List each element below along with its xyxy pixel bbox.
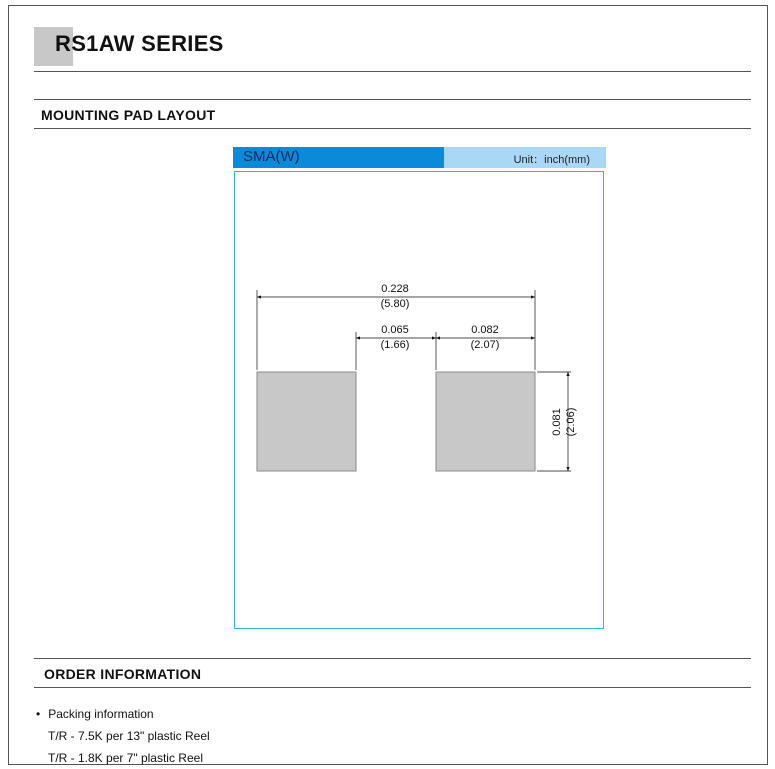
gap-dim-mm: (1.66) [380,339,410,351]
page-title: RS1AW SERIES [55,31,224,56]
pad-layout-diagram [233,147,606,632]
packing-item: T/R - 7.5K per 13" plastic Reel [48,729,210,743]
packing-info-row [36,703,210,725]
bullet: • [36,707,41,721]
order-list [36,703,210,769]
overall-dim-mm: (5.80) [380,298,410,310]
package-name: SMA(W) [243,148,300,165]
drawing-area [234,171,604,629]
pad-drawing-svg [235,172,603,628]
section-divider-bottom [34,128,751,129]
section-divider-top [34,99,751,100]
left-pad [257,372,356,471]
pad-width-inch: 0.082 [471,324,499,336]
gap-dim-inch: 0.065 [381,324,409,336]
unit-bar [444,147,606,168]
order-divider-top [34,658,751,659]
order-heading: ORDER INFORMATION [44,666,202,682]
unit-label: Unit：inch(mm) [513,154,590,166]
mounting-heading: MOUNTING PAD LAYOUT [41,107,216,123]
package-bar [233,147,444,168]
right-pad [436,372,535,471]
pad-height-mm: (2.06) [565,407,577,437]
title-divider [34,71,751,72]
pad-height-inch: 0.081 [551,408,563,436]
pad-width-mm: (2.07) [470,339,500,351]
packing-item: T/R - 1.8K per 7" plastic Reel [48,751,203,765]
overall-dim-inch: 0.228 [381,283,409,295]
order-divider-bottom [34,687,751,688]
packing-info-label: Packing information [48,707,154,721]
